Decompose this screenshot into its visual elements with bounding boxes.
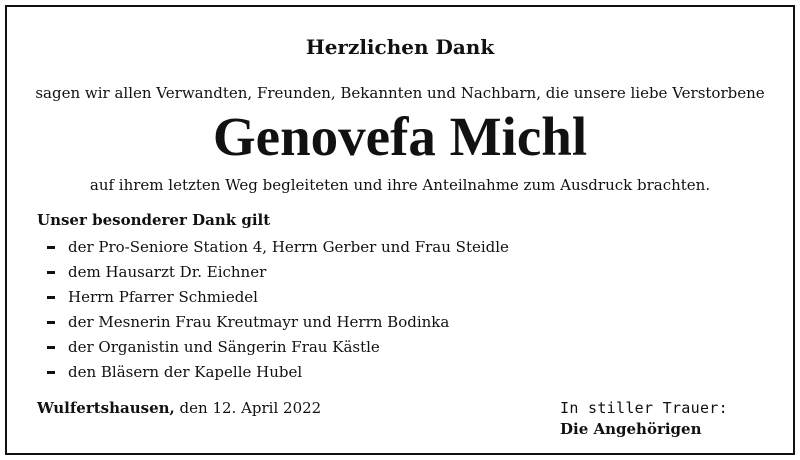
list-item (47, 337, 509, 362)
special-thanks-list (47, 237, 509, 387)
notice-title: Herzlichen Dank (305, 35, 495, 59)
list-item-text: der Pro-Seniore Station 4, Herrn Gerber und Frau Steidle (68, 238, 509, 256)
list-item (47, 262, 509, 287)
list-item (47, 237, 509, 262)
list-item-text: dem Hausarzt Dr. Eichner (68, 263, 267, 281)
list-item-text: der Mesnerin Frau Kreutmayr und Herrn Bodinka (68, 313, 450, 331)
dash-bullet-icon (47, 371, 55, 374)
family-signature: Die Angehörigen (560, 420, 702, 438)
place: Wulfertshausen, (37, 399, 175, 417)
dash-bullet-icon (47, 271, 55, 274)
after-name-text: auf ihrem letzten Weg begleiteten und ihre Anteilnahme zum Ausdruck brachten. (89, 176, 711, 194)
list-item-text: der Organistin und Sängerin Frau Kästle (68, 338, 380, 356)
date: den 12. April 2022 (179, 399, 322, 417)
list-item (47, 312, 509, 337)
dash-bullet-icon (47, 296, 55, 299)
list-item (47, 287, 509, 312)
deceased-name: Genovefa Michl (212, 106, 588, 167)
dash-bullet-icon (47, 246, 55, 249)
mourning-label: In stiller Trauer: (560, 399, 728, 417)
list-item-text: Herrn Pfarrer Schmiedel (68, 288, 258, 306)
intro-text: sagen wir allen Verwandten, Freunden, Bekannten und Nachbarn, die unsere liebe Verstorbene (35, 84, 765, 102)
obituary-thank-you-notice (5, 5, 795, 455)
list-item-text: den Bläsern der Kapelle Hubel (68, 363, 303, 381)
dash-bullet-icon (47, 321, 55, 324)
dash-bullet-icon (47, 346, 55, 349)
list-item (47, 362, 509, 387)
place-and-date (37, 398, 321, 418)
special-thanks-heading: Unser besonderer Dank gilt (37, 211, 271, 229)
